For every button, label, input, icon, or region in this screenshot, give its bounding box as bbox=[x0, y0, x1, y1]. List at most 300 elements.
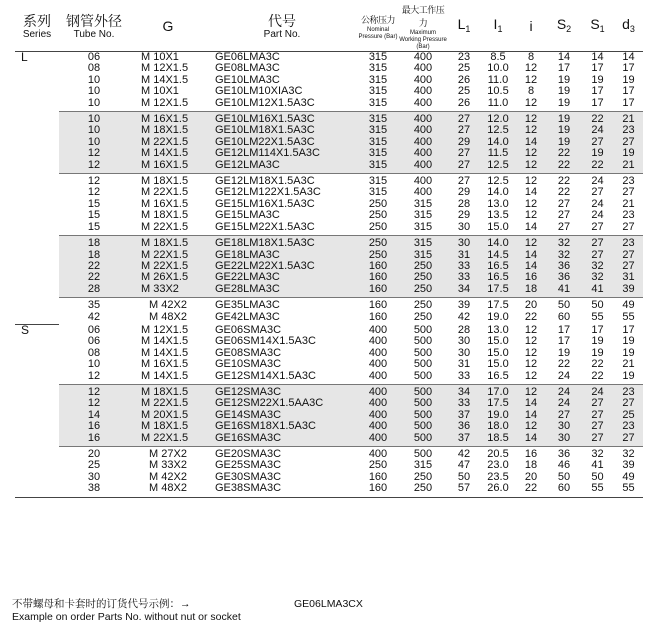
cell-d3: 19 bbox=[622, 335, 635, 348]
cell-s1: 32 bbox=[581, 261, 614, 272]
cell-s1: 27 bbox=[581, 421, 614, 432]
cell-working-pressure: 400 bbox=[413, 85, 433, 98]
cell-s1: 22 bbox=[591, 358, 604, 371]
cell-part-no: GE18LMA3C bbox=[207, 250, 357, 261]
cell-i1: 18.5 bbox=[481, 433, 515, 447]
cell-working-pressure: 400 bbox=[399, 148, 447, 159]
cell-nominal-pressure: 400 bbox=[357, 384, 399, 398]
cell-d3: 23 bbox=[614, 421, 643, 432]
cell-l1: 31 bbox=[457, 358, 471, 371]
cell-i1: 17.0 bbox=[481, 384, 515, 398]
cell-part-no: GE10LM16X1.5A3C bbox=[207, 112, 357, 126]
cell-l1: 34 bbox=[447, 384, 481, 398]
cell-i1: 12.5 bbox=[481, 125, 515, 136]
cell-thread-g: M 16X1.5 bbox=[141, 358, 189, 371]
col-i1: $I_1$ bbox=[481, 4, 515, 52]
cell-thread-g: M 14X1.5 bbox=[141, 335, 189, 348]
cell-s1: 22 bbox=[581, 112, 614, 126]
cell-s1: 24 bbox=[591, 197, 604, 210]
cell-working-pressure: 500 bbox=[399, 421, 447, 432]
cell-d3: 17 bbox=[622, 96, 635, 109]
cell-l1: 26 bbox=[457, 73, 471, 86]
table-header bbox=[15, 4, 643, 52]
cell-thread-g: M 20X1.5 bbox=[129, 410, 207, 421]
cell-i: 12 bbox=[524, 96, 538, 109]
cell-working-pressure: 500 bbox=[399, 447, 447, 461]
table-row bbox=[15, 63, 643, 74]
cell-s1: 24 bbox=[591, 209, 604, 222]
col-working-pressure: 最大工作压力 Maximum Working Pressure (Bar) bbox=[399, 5, 447, 50]
table-row bbox=[15, 483, 643, 497]
cell-nominal-pressure: 400 bbox=[357, 421, 399, 432]
cell-d3: 27 bbox=[622, 186, 635, 199]
cell-working-pressure: 315 bbox=[413, 197, 433, 210]
cell-l1: 57 bbox=[447, 483, 481, 497]
cell-s2: 19 bbox=[557, 346, 571, 359]
cell-d3: 17 bbox=[622, 62, 635, 75]
table-row bbox=[15, 298, 643, 312]
cell-nominal-pressure: 315 bbox=[357, 137, 399, 148]
table-row bbox=[15, 112, 643, 126]
cell-tube-no: 15 bbox=[87, 197, 101, 210]
cell-part-no: GE12LMA3C bbox=[207, 160, 357, 174]
cell-l1: 28 bbox=[457, 197, 471, 210]
cell-nominal-pressure: 315 bbox=[368, 85, 388, 98]
cell-s1: 27 bbox=[591, 220, 604, 233]
cell-d3: 21 bbox=[622, 197, 635, 210]
table-row bbox=[15, 447, 643, 461]
cell-i1: 14.0 bbox=[481, 236, 515, 250]
cell-d3: 21 bbox=[614, 160, 643, 174]
cell-l1: 29 bbox=[457, 209, 471, 222]
cell-tube-no: 08 bbox=[87, 346, 101, 359]
cell-nominal-pressure: 315 bbox=[357, 125, 399, 136]
cell-tube-no: 12 bbox=[59, 398, 129, 409]
cell-part-no: GE08LMA3C bbox=[215, 62, 280, 75]
cell-thread-g: M 14X1.5 bbox=[141, 73, 189, 86]
cell-i: 14 bbox=[524, 220, 538, 233]
cell-nominal-pressure: 400 bbox=[357, 447, 399, 461]
cell-s2: 27 bbox=[557, 197, 571, 210]
cell-tube-no: 10 bbox=[87, 358, 101, 371]
cell-working-pressure: 500 bbox=[413, 335, 433, 348]
cell-s2: 19 bbox=[557, 96, 571, 109]
cell-l1: 27 bbox=[447, 148, 481, 159]
cell-i: 18 bbox=[515, 284, 547, 298]
cell-i1: 15.0 bbox=[487, 346, 509, 359]
cell-thread-g: M 16X1.5 bbox=[129, 160, 207, 174]
cell-thread-g: M 10X1 bbox=[141, 85, 179, 98]
cell-nominal-pressure: 400 bbox=[368, 358, 388, 371]
cell-s1: 27 bbox=[581, 236, 614, 250]
cell-tube-no: 12 bbox=[59, 384, 129, 398]
cell-working-pressure: 500 bbox=[413, 369, 433, 382]
cell-l1: 27 bbox=[447, 160, 481, 174]
cell-i1: 15.0 bbox=[487, 335, 509, 348]
table-row bbox=[15, 284, 643, 298]
cell-i: 20 bbox=[515, 298, 547, 312]
cell-i: 14 bbox=[515, 261, 547, 272]
cell-s1: 19 bbox=[591, 346, 604, 359]
cell-thread-g: M 22X1.5 bbox=[129, 250, 207, 261]
cell-tube-no: 06 bbox=[87, 323, 101, 336]
cell-i1: 13.5 bbox=[487, 209, 509, 222]
cell-s1: 50 bbox=[591, 470, 604, 483]
cell-s1: 17 bbox=[591, 323, 604, 336]
cell-part-no: GE15LMA3C bbox=[215, 209, 280, 222]
cell-nominal-pressure: 315 bbox=[357, 148, 399, 159]
cell-i: 12 bbox=[524, 335, 538, 348]
table-row bbox=[15, 325, 643, 336]
cell-l1: 37 bbox=[447, 433, 481, 447]
table-row bbox=[15, 261, 643, 272]
cell-thread-g: M 22X1.5 bbox=[141, 186, 189, 199]
cell-s1: 22 bbox=[591, 369, 604, 382]
cell-s1: 55 bbox=[591, 310, 604, 323]
cell-thread-g: M 16X1.5 bbox=[141, 197, 189, 210]
cell-i1: 14.0 bbox=[487, 186, 509, 199]
cell-tube-no: 15 bbox=[87, 220, 101, 233]
cell-part-no: GE20SMA3C bbox=[207, 447, 357, 461]
cell-nominal-pressure: 315 bbox=[368, 73, 388, 86]
cell-nominal-pressure: 315 bbox=[357, 174, 399, 188]
cell-part-no: GE10LMA3C bbox=[215, 73, 280, 86]
cell-tube-no: 12 bbox=[59, 160, 129, 174]
cell-thread-g: M 16X1.5 bbox=[129, 112, 207, 126]
series-label: S bbox=[15, 325, 59, 497]
cell-s2: 22 bbox=[547, 148, 581, 159]
cell-thread-g: M 48X2 bbox=[149, 310, 187, 323]
cell-nominal-pressure: 400 bbox=[368, 335, 388, 348]
table-row bbox=[15, 410, 643, 421]
cell-working-pressure: 250 bbox=[399, 272, 447, 283]
cell-tube-no: 30 bbox=[87, 470, 101, 483]
cell-i1: 17.5 bbox=[481, 398, 515, 409]
cell-i: 20 bbox=[524, 470, 538, 483]
cell-part-no: GE06LMA3C bbox=[215, 51, 280, 63]
cell-part-no: GE14SMA3C bbox=[207, 410, 357, 421]
cell-i1: 13.0 bbox=[487, 323, 509, 336]
cell-nominal-pressure: 315 bbox=[368, 51, 388, 63]
cell-nominal-pressure: 250 bbox=[368, 459, 388, 472]
cell-thread-g: M 10X1 bbox=[141, 51, 179, 63]
cell-working-pressure: 315 bbox=[399, 250, 447, 261]
cell-d3: 23 bbox=[614, 384, 643, 398]
cell-thread-g: M 26X1.5 bbox=[129, 272, 207, 283]
cell-i: 12 bbox=[515, 384, 547, 398]
cell-tube-no: 25 bbox=[87, 459, 101, 472]
cell-d3: 27 bbox=[614, 261, 643, 272]
table-row bbox=[15, 371, 643, 385]
cell-s2: 41 bbox=[547, 284, 581, 298]
order-example-en: Example on order Parts No. without nut or socket bbox=[12, 611, 241, 623]
table-row bbox=[15, 210, 643, 221]
table-row bbox=[15, 460, 643, 471]
cell-l1: 33 bbox=[447, 398, 481, 409]
cell-tube-no: 14 bbox=[59, 410, 129, 421]
cell-l1: 28 bbox=[457, 323, 471, 336]
cell-l1: 42 bbox=[457, 310, 471, 323]
cell-thread-g: M 12X1.5 bbox=[141, 96, 189, 109]
cell-tube-no: 42 bbox=[87, 310, 101, 323]
cell-l1: 30 bbox=[457, 346, 471, 359]
table-row bbox=[15, 199, 643, 210]
cell-s1: 41 bbox=[591, 459, 604, 472]
cell-part-no: GE12SM14X1.5A3C bbox=[215, 369, 316, 382]
cell-working-pressure: 500 bbox=[413, 358, 433, 371]
cell-working-pressure: 250 bbox=[399, 261, 447, 272]
cell-thread-g: M 22X1.5 bbox=[141, 220, 189, 233]
cell-i1: 16.5 bbox=[487, 369, 509, 382]
cell-s1: 27 bbox=[591, 186, 604, 199]
table-row bbox=[15, 384, 643, 398]
cell-tube-no: 15 bbox=[87, 209, 101, 222]
table-row bbox=[15, 472, 643, 483]
col-nominal-pressure: 公称压力 Nominal Pressure (Bar) bbox=[357, 4, 399, 52]
cell-d3: 23 bbox=[614, 125, 643, 136]
cell-s2: 22 bbox=[547, 174, 581, 188]
cell-i: 14 bbox=[515, 250, 547, 261]
cell-s2: 22 bbox=[557, 358, 571, 371]
cell-s1: 17 bbox=[591, 85, 604, 98]
cell-working-pressure: 250 bbox=[399, 298, 447, 312]
table-row bbox=[15, 137, 643, 148]
cell-thread-g: M 14X1.5 bbox=[141, 346, 189, 359]
col-part-no: 代号 Part No. bbox=[207, 4, 357, 52]
cell-nominal-pressure: 400 bbox=[368, 323, 388, 336]
order-example-code: GE06LMA3CX bbox=[294, 598, 363, 610]
cell-working-pressure: 250 bbox=[399, 483, 447, 497]
cell-part-no: GE22LM22X1.5A3C bbox=[207, 261, 357, 272]
cell-i1: 18.0 bbox=[481, 421, 515, 432]
cell-s1: 50 bbox=[581, 298, 614, 312]
cell-part-no: GE08SMA3C bbox=[215, 346, 282, 359]
cell-s2: 60 bbox=[557, 310, 571, 323]
cell-s1: 32 bbox=[581, 447, 614, 461]
cell-part-no: GE10LM22X1.5A3C bbox=[207, 137, 357, 148]
cell-i1: 19.0 bbox=[487, 310, 509, 323]
cell-part-no: GE18LM18X1.5A3C bbox=[207, 236, 357, 250]
cell-d3: 23 bbox=[622, 209, 635, 222]
cell-d3: 19 bbox=[614, 148, 643, 159]
cell-s2: 60 bbox=[547, 483, 581, 497]
col-s2: $S_2$ bbox=[547, 4, 581, 52]
cell-i1: 12.5 bbox=[481, 174, 515, 188]
cell-s1: 27 bbox=[581, 433, 614, 447]
cell-i: 12 bbox=[515, 160, 547, 174]
cell-tube-no: 06 bbox=[87, 335, 101, 348]
cell-part-no: GE12LM122X1.5A3C bbox=[215, 186, 321, 199]
cell-s1: 24 bbox=[581, 125, 614, 136]
cell-l1: 39 bbox=[447, 298, 481, 312]
cell-l1: 29 bbox=[457, 186, 471, 199]
table-row bbox=[15, 86, 643, 97]
cell-working-pressure: 400 bbox=[399, 125, 447, 136]
cell-working-pressure: 400 bbox=[413, 51, 433, 63]
cell-s2: 30 bbox=[547, 433, 581, 447]
cell-i: 16 bbox=[515, 447, 547, 461]
cell-s1: 17 bbox=[591, 62, 604, 75]
cell-s1: 27 bbox=[581, 398, 614, 409]
cell-i: 14 bbox=[515, 410, 547, 421]
col-l1: $L_1$ bbox=[447, 4, 481, 52]
cell-i: 12 bbox=[524, 358, 538, 371]
cell-i: 12 bbox=[524, 346, 538, 359]
cell-d3: 21 bbox=[614, 112, 643, 126]
cell-working-pressure: 400 bbox=[399, 174, 447, 188]
cell-s1: 24 bbox=[581, 384, 614, 398]
cell-part-no: GE28LMA3C bbox=[207, 284, 357, 298]
cell-thread-g: M 22X1.5 bbox=[129, 398, 207, 409]
table-row bbox=[15, 148, 643, 159]
cell-s1: 22 bbox=[581, 160, 614, 174]
cell-i: 16 bbox=[515, 272, 547, 283]
cell-working-pressure: 400 bbox=[399, 160, 447, 174]
cell-s2: 27 bbox=[557, 220, 571, 233]
cell-working-pressure: 315 bbox=[413, 209, 433, 222]
cell-tube-no: 38 bbox=[59, 483, 129, 497]
table-row bbox=[15, 187, 643, 198]
cell-nominal-pressure: 315 bbox=[368, 96, 388, 109]
table-row bbox=[15, 336, 643, 347]
cell-working-pressure: 250 bbox=[399, 284, 447, 298]
table-row bbox=[15, 174, 643, 188]
cell-s2: 30 bbox=[547, 421, 581, 432]
cell-i: 12 bbox=[524, 209, 538, 222]
series-label: L bbox=[15, 52, 59, 325]
cell-i1: 17.5 bbox=[481, 298, 515, 312]
cell-l1: 30 bbox=[457, 335, 471, 348]
cell-nominal-pressure: 400 bbox=[357, 410, 399, 421]
table-row bbox=[15, 98, 643, 112]
cell-tube-no: 06 bbox=[87, 51, 101, 63]
cell-tube-no: 10 bbox=[87, 73, 101, 86]
cell-part-no: GE35LMA3C bbox=[207, 298, 357, 312]
cell-l1: 50 bbox=[457, 470, 471, 483]
cell-tube-no: 08 bbox=[87, 62, 101, 75]
cell-s2: 24 bbox=[557, 369, 571, 382]
cell-working-pressure: 400 bbox=[413, 62, 433, 75]
cell-thread-g: M 18X1.5 bbox=[129, 125, 207, 136]
col-series: 系列 Series bbox=[15, 4, 59, 52]
cell-nominal-pressure: 250 bbox=[357, 236, 399, 250]
cell-nominal-pressure: 400 bbox=[357, 433, 399, 447]
cell-s2: 19 bbox=[557, 73, 571, 86]
cell-d3: 55 bbox=[622, 310, 635, 323]
cell-i: 12 bbox=[524, 73, 538, 86]
cell-tube-no: 22 bbox=[59, 272, 129, 283]
cell-tube-no: 12 bbox=[87, 369, 101, 382]
cell-tube-no: 12 bbox=[59, 148, 129, 159]
cell-d3: 27 bbox=[622, 220, 635, 233]
cell-thread-g: M 14X1.5 bbox=[129, 148, 207, 159]
col-g: G bbox=[129, 4, 207, 52]
cell-tube-no: 12 bbox=[87, 186, 101, 199]
cell-part-no: GE12LM18X1.5A3C bbox=[207, 174, 357, 188]
cell-working-pressure: 315 bbox=[413, 220, 433, 233]
cell-l1: 27 bbox=[447, 174, 481, 188]
cell-working-pressure: 400 bbox=[413, 96, 433, 109]
cell-l1: 33 bbox=[447, 261, 481, 272]
cell-tube-no: 18 bbox=[59, 236, 129, 250]
cell-i1: 11.0 bbox=[487, 73, 509, 86]
cell-s2: 50 bbox=[547, 298, 581, 312]
cell-working-pressure: 400 bbox=[399, 137, 447, 148]
cell-s2: 19 bbox=[557, 85, 571, 98]
cell-working-pressure: 400 bbox=[399, 112, 447, 126]
cell-nominal-pressure: 250 bbox=[368, 220, 388, 233]
cell-d3: 49 bbox=[622, 470, 635, 483]
cell-l1: 37 bbox=[447, 410, 481, 421]
cell-s1: 14 bbox=[591, 51, 604, 63]
cell-i: 14 bbox=[524, 186, 538, 199]
table-row bbox=[15, 222, 643, 236]
cell-part-no: GE10LM10XIA3C bbox=[215, 85, 303, 98]
cell-s2: 36 bbox=[547, 447, 581, 461]
cell-part-no: GE12SM22X1.5AA3C bbox=[207, 398, 357, 409]
cell-d3: 27 bbox=[614, 250, 643, 261]
cell-working-pressure: 500 bbox=[399, 398, 447, 409]
cell-i: 18 bbox=[524, 459, 538, 472]
cell-d3: 49 bbox=[614, 298, 643, 312]
cell-tube-no: 10 bbox=[59, 125, 129, 136]
cell-i: 22 bbox=[524, 310, 538, 323]
cell-i1: 16.5 bbox=[481, 272, 515, 283]
cell-thread-g: M 22X1.5 bbox=[129, 433, 207, 447]
cell-l1: 29 bbox=[447, 137, 481, 148]
cell-i: 8 bbox=[527, 51, 535, 63]
cell-s2: 19 bbox=[547, 112, 581, 126]
cell-s2: 14 bbox=[557, 51, 571, 63]
specification-table bbox=[15, 4, 643, 498]
cell-s2: 17 bbox=[557, 62, 571, 75]
cell-s1: 32 bbox=[581, 272, 614, 283]
cell-thread-g: M 18X1.5 bbox=[129, 421, 207, 432]
cell-i1: 10.0 bbox=[487, 62, 509, 75]
cell-nominal-pressure: 315 bbox=[357, 112, 399, 126]
cell-s2: 19 bbox=[547, 125, 581, 136]
cell-nominal-pressure: 315 bbox=[357, 160, 399, 174]
cell-part-no: GE16SMA3C bbox=[207, 433, 357, 447]
cell-working-pressure: 500 bbox=[399, 410, 447, 421]
cell-part-no: GE25SMA3C bbox=[215, 459, 282, 472]
cell-i: 22 bbox=[515, 483, 547, 497]
cell-i: 12 bbox=[515, 236, 547, 250]
cell-d3: 14 bbox=[622, 51, 635, 63]
table-row bbox=[15, 236, 643, 250]
cell-l1: 30 bbox=[457, 220, 471, 233]
cell-d3: 23 bbox=[614, 236, 643, 250]
cell-s2: 17 bbox=[557, 335, 571, 348]
cell-s2: 27 bbox=[557, 209, 571, 222]
cell-nominal-pressure: 400 bbox=[368, 369, 388, 382]
cell-d3: 27 bbox=[614, 398, 643, 409]
cell-thread-g: M 14X1.5 bbox=[141, 369, 189, 382]
cell-nominal-pressure: 250 bbox=[368, 209, 388, 222]
col-d3: $d_3$ bbox=[614, 4, 643, 52]
cell-s1: 55 bbox=[581, 483, 614, 497]
cell-i1: 14.0 bbox=[481, 137, 515, 148]
cell-nominal-pressure: 160 bbox=[357, 298, 399, 312]
cell-s2: 50 bbox=[557, 470, 571, 483]
cell-d3: 55 bbox=[614, 483, 643, 497]
cell-nominal-pressure: 250 bbox=[357, 250, 399, 261]
cell-tube-no: 10 bbox=[59, 137, 129, 148]
table-row bbox=[15, 75, 643, 86]
cell-i: 12 bbox=[515, 112, 547, 126]
cell-l1: 27 bbox=[447, 125, 481, 136]
cell-nominal-pressure: 400 bbox=[357, 398, 399, 409]
